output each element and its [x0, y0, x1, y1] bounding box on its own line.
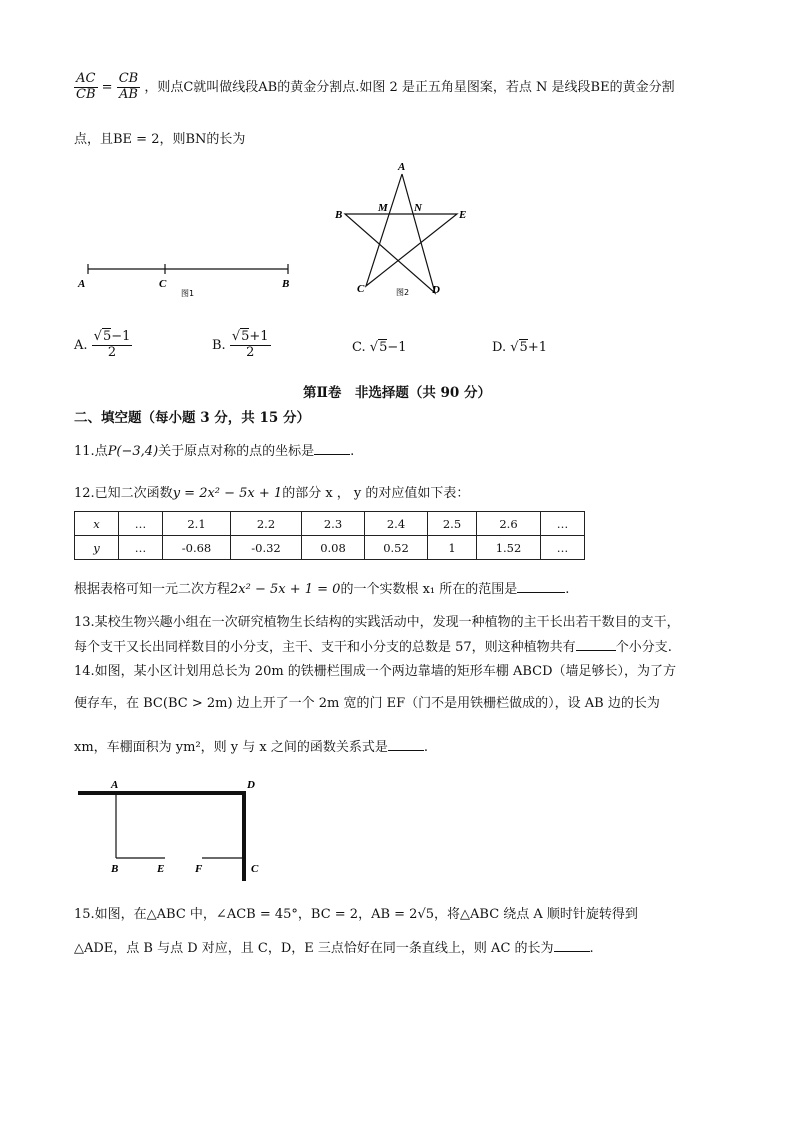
fig1-caption: 图1	[181, 289, 195, 298]
table-cell: 2.5	[428, 512, 477, 536]
question-13-line-1: 13.某校生物兴趣小组在一次研究植物生长结构的实践活动中，发现一种植物的主干长出若干数目的支干，	[74, 615, 680, 630]
table-cell: 1	[428, 536, 477, 560]
figure-1	[72, 255, 302, 305]
top-line-1	[74, 72, 675, 103]
part-2-heading: 二、填空题（每小题 3 分，共 15 分）	[74, 410, 310, 426]
frac2-numerator: CB	[118, 71, 139, 86]
section-title: 第Ⅱ卷 非选择题（共 90 分）	[302, 385, 492, 401]
fig1-label-c: C	[159, 278, 167, 290]
figure-3	[74, 775, 274, 885]
table-cell: 2.6	[477, 512, 541, 536]
q11-answer-blank[interactable]	[314, 454, 350, 455]
fig2-label-a: A	[398, 161, 406, 173]
question-15-line-1: 15.如图，在△ABC 中，∠ACB = 45°，BC = 2，AB = 2√5，将△ABC 绕点 A 顺时针旋转得到	[74, 907, 638, 922]
fig2-label-e: E	[459, 209, 467, 221]
option-a[interactable]	[74, 330, 132, 361]
table-cell: 1.52	[477, 536, 541, 560]
option-b-fraction: $\frac{√5+1}{2}$	[231, 329, 269, 360]
question-11: 11.点P(−3,4)关于原点对称的点的坐标是 .	[74, 444, 355, 459]
option-c[interactable]: C. √5−1	[352, 340, 407, 355]
q13-answer-blank[interactable]	[576, 650, 616, 651]
q15-answer-blank[interactable]	[554, 951, 590, 952]
table-cell: 0.08	[302, 536, 365, 560]
fig2-label-d: D	[432, 284, 440, 296]
table-cell: -0.68	[163, 536, 231, 560]
table-row-x	[75, 512, 585, 536]
fig3-label-a: A	[111, 779, 119, 791]
table-cell: …	[541, 512, 585, 536]
fig2-label-b: B	[335, 209, 343, 221]
table-cell: -0.32	[231, 536, 302, 560]
option-b[interactable]	[212, 330, 271, 361]
table-cell: …	[119, 512, 163, 536]
question-12-after: 根据表格可知一元二次方程2x² − 5x + 1 = 0的一个实数根 x₁ 所在的范围是 .	[74, 582, 570, 597]
option-b-prefix: B.	[212, 337, 226, 353]
pentagram-lines	[345, 174, 457, 293]
option-d[interactable]: D. √5+1	[492, 340, 547, 355]
frac2-denominator: AB	[118, 86, 138, 102]
option-a-prefix: A.	[74, 337, 88, 353]
fig3-label-f: F	[195, 863, 203, 875]
figure-2	[328, 158, 478, 303]
fig3-label-c: C	[251, 863, 259, 875]
fig3-label-d: D	[247, 779, 255, 791]
table-cell: y	[75, 536, 119, 560]
table-cell: …	[119, 536, 163, 560]
fig2-label-m: M	[378, 202, 388, 214]
option-a-fraction: $\frac{√5-1}{2}$	[93, 329, 131, 360]
fig3-label-b: B	[111, 863, 119, 875]
fraction-ac-cb	[74, 72, 98, 103]
table-cell: …	[541, 536, 585, 560]
top-line-2: 点，且BE = 2，则BN的长为	[74, 132, 246, 147]
q12-answer-blank[interactable]	[517, 592, 565, 593]
question-14-line-2: 便存车，在 BC(BC > 2m) 边上开了一个 2m 宽的门 EF（门不是用铁栅栏做成的），设 AB 边的长为	[74, 696, 660, 711]
table-row-y	[75, 536, 585, 560]
fig1-label-b: B	[282, 278, 290, 290]
q12-value-table	[74, 511, 585, 560]
question-14-line-1: 14.如图，某小区计划用总长为 20m 的铁栅栏围成一个两边靠墙的矩形车棚 ABCD（墙足够长），为了方	[74, 664, 676, 679]
fig3-label-e: E	[157, 863, 165, 875]
question-14-line-3: xm，车棚面积为 ym²，则 y 与 x 之间的函数关系式是 .	[74, 740, 429, 755]
table-cell: 2.3	[302, 512, 365, 536]
fig2-label-n: N	[414, 202, 422, 214]
table-cell: 2.2	[231, 512, 302, 536]
top-line-1-text: ，则点C就叫做线段AB的黄金分割点.如图 2 是正五角星图案，若点 N 是线段BE的黄金分割	[144, 79, 675, 95]
frac1-numerator: AC	[74, 72, 98, 88]
fraction-cb-ab	[117, 72, 141, 103]
question-15-line-2: △ADE，点 B 与点 D 对应，且 C，D，E 三点恰好在同一条直线上，则 AC 的长为 .	[74, 941, 594, 956]
q14-answer-blank[interactable]	[388, 750, 424, 751]
equals-sign: =	[101, 79, 113, 95]
table-cell: 0.52	[365, 536, 428, 560]
question-13-line-2: 每个支干又长出同样数目的小分支，主干、支干和小分支的总数是 57，则这种植物共有 个小分支.	[74, 640, 672, 655]
table-cell: x	[75, 512, 119, 536]
fig1-label-a: A	[78, 278, 86, 290]
table-cell: 2.1	[163, 512, 231, 536]
frac1-denominator: CB	[76, 86, 96, 102]
question-12-intro: 12.已知二次函数y = 2x² − 5x + 1的部分 x ， y 的对应值如下表：	[74, 486, 470, 501]
fig2-caption: 图2	[396, 288, 410, 297]
fig2-label-c: C	[357, 283, 365, 295]
table-cell: 2.4	[365, 512, 428, 536]
